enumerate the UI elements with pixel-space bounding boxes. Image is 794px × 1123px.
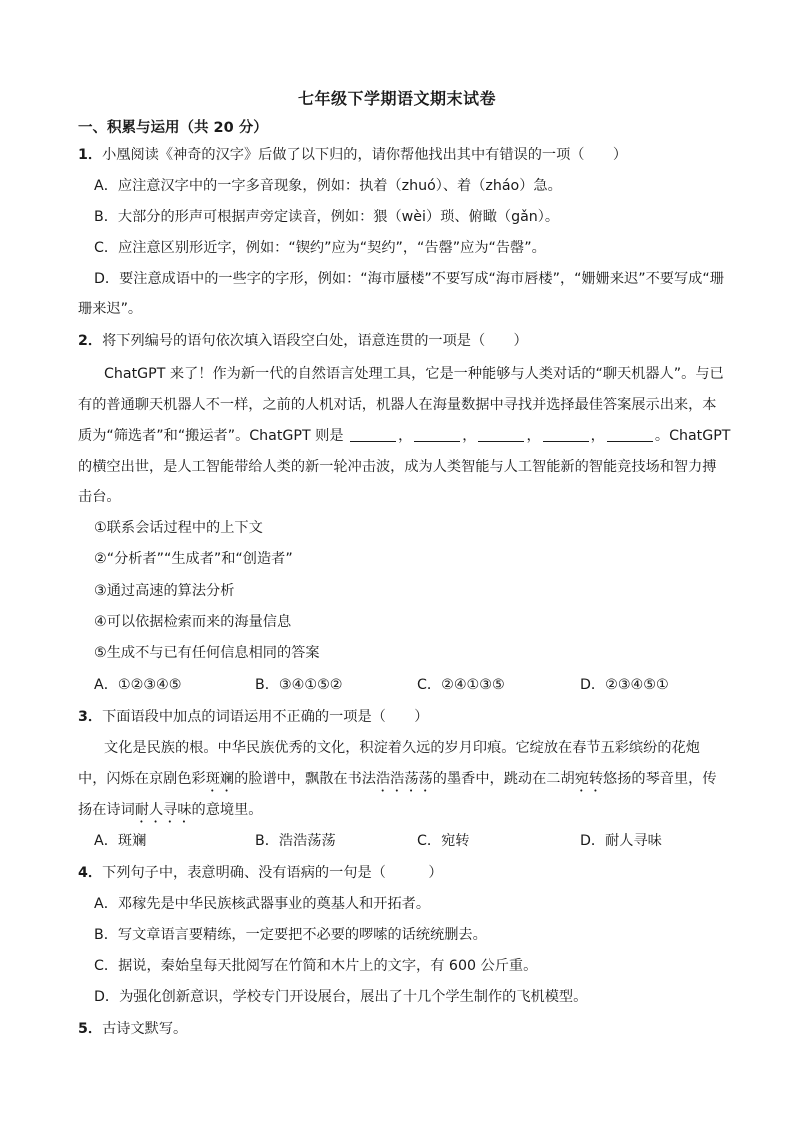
q1-option-d: D．要注意成语中的一些字的字形，例如：“海市蜃楼”不要写成“海市唇楼”，“姗姗来迟”不要写成“珊 — [94, 271, 724, 287]
q3-option-a: A．斑斓 — [94, 833, 147, 849]
q2-passage-line-5: 击台。 — [78, 489, 121, 505]
q3-passage-line-1: 文化是民族的根。中华民族优秀的文化，积淀着久远的岁月印痕。它绽放在春节五彩缤纷的花炮 — [104, 740, 700, 756]
dotted-word: 宛转 — [574, 771, 604, 787]
dotted-word: 耐人寻味 — [134, 802, 192, 818]
page-title: 七年级下学期语文期末试卷 — [297, 89, 496, 108]
q4-option-c: C．据说，秦始皇每天批阅写在竹简和木片上的文字，有 600 公斤重。 — [94, 958, 538, 974]
q2-passage-line-2: 有的普通聊天机器人不一样，之前的人机对话，机器人在海量数据中寻找并选择最佳答案展示出来，本 — [78, 397, 717, 413]
answer-blank — [350, 427, 396, 442]
passage-text: 。ChatGPT — [654, 428, 731, 444]
passage-text: 的脸谱中，飘散在书法 — [234, 771, 376, 787]
q1-option-c: C．应注意区别形近字，例如：“锲约”应为“契约”，“告罄”应为“告罄”。 — [94, 240, 546, 256]
answer-blank — [414, 427, 460, 442]
q2-item-2: ②“分析者”“生成者”和“创造者” — [94, 551, 293, 567]
question-number: 2． — [78, 333, 103, 349]
separator: ， — [462, 428, 477, 444]
q4-option-d: D．为强化创新意识，学校专门开设展台，展出了十几个学生制作的飞机模型。 — [94, 989, 588, 1005]
question-text: 下面语段中加点的词语运用不正确的一项是（ ） — [102, 709, 429, 725]
answer-blank — [607, 427, 653, 442]
q1-option-b: B．大部分的形声可根据声旁定读音，例如：猥（wèi）琐、俯瞰（gǎn）。 — [94, 209, 560, 225]
q2-passage-line-4: 的横空出世，是人工智能带给人类的新一轮冲击波，成为人类智能与人工智能新的智能竞技场和智力搏 — [78, 459, 717, 475]
q4-option-a: A．邓稼先是中华民族核武器事业的奠基人和开拓者。 — [94, 896, 431, 912]
question-2-stem — [78, 331, 748, 351]
question-text: 下列句子中，表意明确、没有语病的一句是（ ） — [102, 865, 443, 881]
q3-option-d: D．耐人寻味 — [580, 833, 662, 849]
passage-text: 中，闪烁在京剧色彩 — [78, 771, 206, 787]
question-number: 4． — [78, 865, 103, 881]
section-heading-1: 一、积累与运用（共 20 分） — [78, 120, 268, 136]
question-text: 将下列编号的语句依次填入语段空白处，语意连贯的一项是（ ） — [102, 333, 528, 349]
separator: ， — [398, 428, 413, 444]
question-5-stem — [78, 1019, 748, 1039]
q2-option-c: C．②④①③⑤ — [417, 677, 505, 693]
q2-item-1: ①联系会话过程中的上下文 — [94, 520, 263, 536]
question-text: 小凰阅读《神奇的汉字》后做了以下归的，请你帮他找出其中有错误的一项（ ） — [102, 147, 628, 163]
q4-option-b: B．写文章语言要精练，一定要把不必要的啰嗦的话统统删去。 — [94, 927, 487, 943]
q2-item-5: ⑤生成不与已有任何信息相同的答案 — [94, 645, 320, 661]
q3-option-c: C．宛转 — [417, 833, 470, 849]
question-number: 1． — [78, 147, 103, 163]
passage-text: 扬在诗词 — [78, 802, 135, 818]
q1-option-d-cont: 珊来迟”。 — [78, 301, 143, 317]
passage-text: 的墨香中，跳动在二胡 — [432, 771, 575, 787]
separator: ， — [526, 428, 541, 444]
passage-text: 质为“筛选者”和“搬运者”。ChatGPT 则是 — [78, 428, 344, 444]
q2-passage-line-3 — [78, 426, 748, 446]
question-1-stem — [78, 145, 748, 165]
q2-option-a: A．①②③④⑤ — [94, 677, 182, 693]
question-4-stem — [78, 863, 748, 883]
q2-option-b: B．③④①⑤② — [255, 677, 343, 693]
q2-option-d: D．②③④⑤① — [580, 677, 669, 693]
q1-option-a: A．应注意汉字中的一字多音现象，例如：执着（zhuó）、着（zháo）急。 — [94, 178, 562, 194]
q2-passage-line-1: ChatGPT 来了！作为新一代的自然语言处理工具，它是一种能够与人类对话的“聊天机器人”。与已 — [104, 366, 724, 382]
q3-option-b: B．浩浩荡荡 — [255, 833, 336, 849]
question-3-stem — [78, 707, 748, 727]
dotted-word: 斑斓 — [205, 771, 235, 787]
q3-passage-line-2 — [78, 769, 748, 795]
question-number: 3． — [78, 709, 103, 725]
q2-item-3: ③通过高速的算法分析 — [94, 583, 235, 599]
passage-text: 悠扬的琴音里，传 — [603, 771, 717, 787]
answer-blank — [478, 427, 524, 442]
separator: ， — [590, 428, 605, 444]
q2-item-4: ④可以依据检索而来的海量信息 — [94, 614, 292, 630]
question-number: 5． — [78, 1021, 103, 1037]
passage-text: 的意境里。 — [191, 802, 263, 818]
answer-blank — [543, 427, 589, 442]
q3-passage-line-3 — [78, 800, 748, 826]
dotted-word: 浩浩荡荡 — [375, 771, 433, 787]
question-text: 古诗文默写。 — [102, 1021, 188, 1037]
